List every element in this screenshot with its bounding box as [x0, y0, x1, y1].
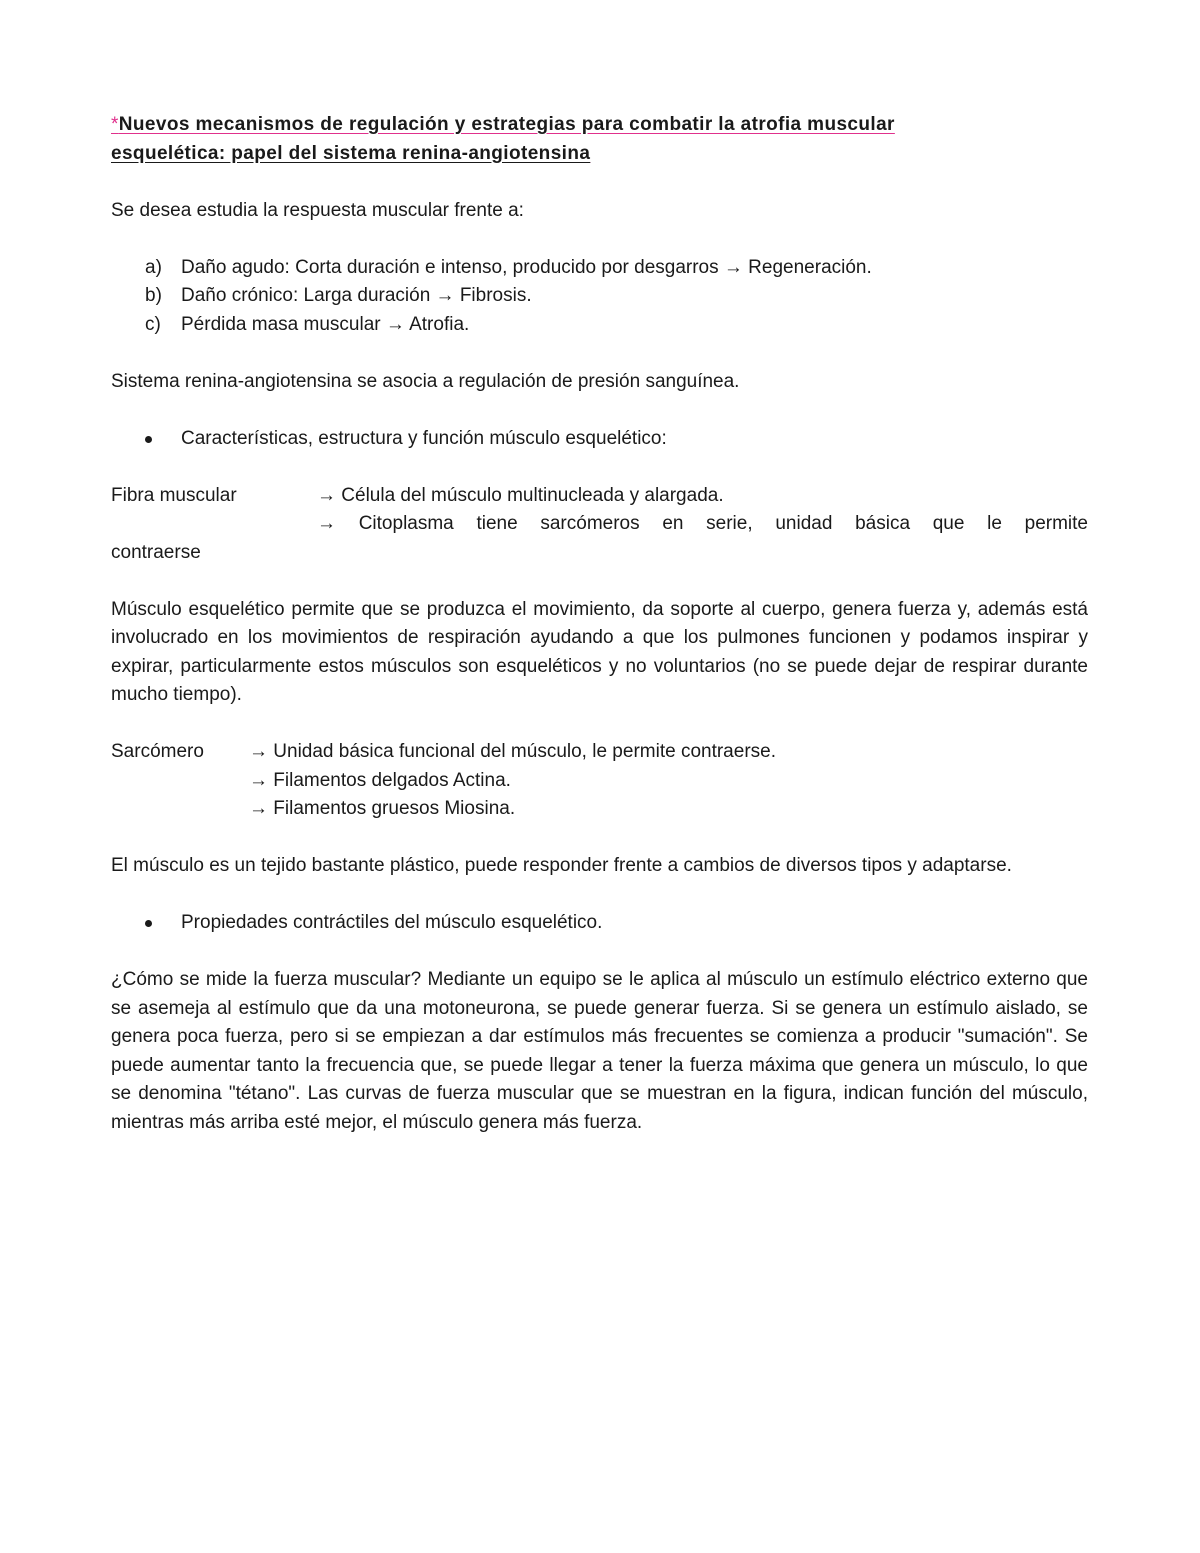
fibra-definition [111, 482, 1088, 568]
bullet-item [111, 909, 1088, 938]
sarcomero-line1: → Unidad básica funcional del músculo, le permite contraerse. [249, 741, 776, 762]
list-marker: b) [145, 285, 162, 306]
list-marker: a) [145, 256, 162, 278]
sarcomero-term: Sarcómero [111, 741, 204, 762]
list-marker: c) [145, 313, 161, 335]
bullet-item [111, 425, 1088, 454]
sarcomero-definition [111, 738, 1088, 824]
fibra-line1: → Célula del músculo multinucleada y alargada. [317, 484, 724, 506]
musculo-paragraph: Músculo esquelético permite que se produzca el movimiento, da soporte al cuerpo, genera fuerza y, además está involucrado en los movimientos de respiración ayudando a que los pulmones funcionen y podamos inspirar y expirar, particularmente estos músculos son esqueléticos y no voluntarios (no se puede dejar de respirar durante mucho tiempo). [111, 598, 1088, 705]
list-item [111, 282, 1088, 311]
list-text: Daño crónico: Larga duración → Fibrosis. [181, 285, 532, 306]
bullet-text: Propiedades contráctiles del músculo esquelético. [181, 912, 603, 933]
intro-text: Se desea estudia la respuesta muscular frente a: [111, 199, 524, 221]
sarcomero-line3: → Filamentos gruesos Miosina. [249, 798, 516, 819]
document-title [111, 111, 1088, 168]
title-line1: Nuevos mecanismos de regulación y estrategias para combatir la atrofia muscular [118, 114, 895, 135]
plastico-paragraph: El músculo es un tejido bastante plástico, puede responder frente a cambios de diversos tipos y adaptarse. [111, 855, 1012, 876]
list-text: Pérdida masa muscular → Atrofia. [181, 313, 470, 335]
fibra-term: Fibra muscular [111, 484, 237, 506]
renina-text: Sistema renina-angiotensina se asocia a regulación de presión sanguínea. [111, 370, 740, 392]
list-item [111, 311, 1088, 340]
bullet-icon [145, 436, 152, 443]
sarcomero-line2: → Filamentos delgados Actina. [249, 769, 511, 791]
fibra-line2-cont: contraerse [111, 541, 201, 563]
list-item [111, 254, 1088, 283]
bullet-text: Características, estructura y función músculo esquelético: [181, 427, 667, 449]
fuerza-paragraph: ¿Cómo se mide la fuerza muscular? Mediante un equipo se le aplica al músculo un estímulo eléctrico externo que se asemeja al estímulo que da una motoneurona, se puede generar fuerza. Si se genera un estímulo aislado, se genera poca fuerza, pero si se empiezan a dar estímulos más frecuentes se comienza a producir "sumación". Se puede aumentar tanto la frecuencia que, se puede llegar a tener la fuerza máxima que genera un músculo, lo que se denomina "tétano". Las curvas de fuerza muscular que se muestran en la figura, indican función del músculo, mientras más arriba esté mejor, el músculo genera más fuerza. [111, 969, 1088, 1133]
document-page [111, 111, 1088, 1137]
title-line2: esquelética: papel del sistema renina-angiotensina [111, 142, 591, 164]
bullet-icon [145, 920, 152, 927]
list-text: Daño agudo: Corta duración e intenso, producido por desgarros → Regeneración. [181, 256, 872, 278]
title-star: * [111, 114, 119, 135]
fibra-line2: → Citoplasma tiene sarcómeros en serie, unidad básica que le permite [317, 513, 1088, 534]
